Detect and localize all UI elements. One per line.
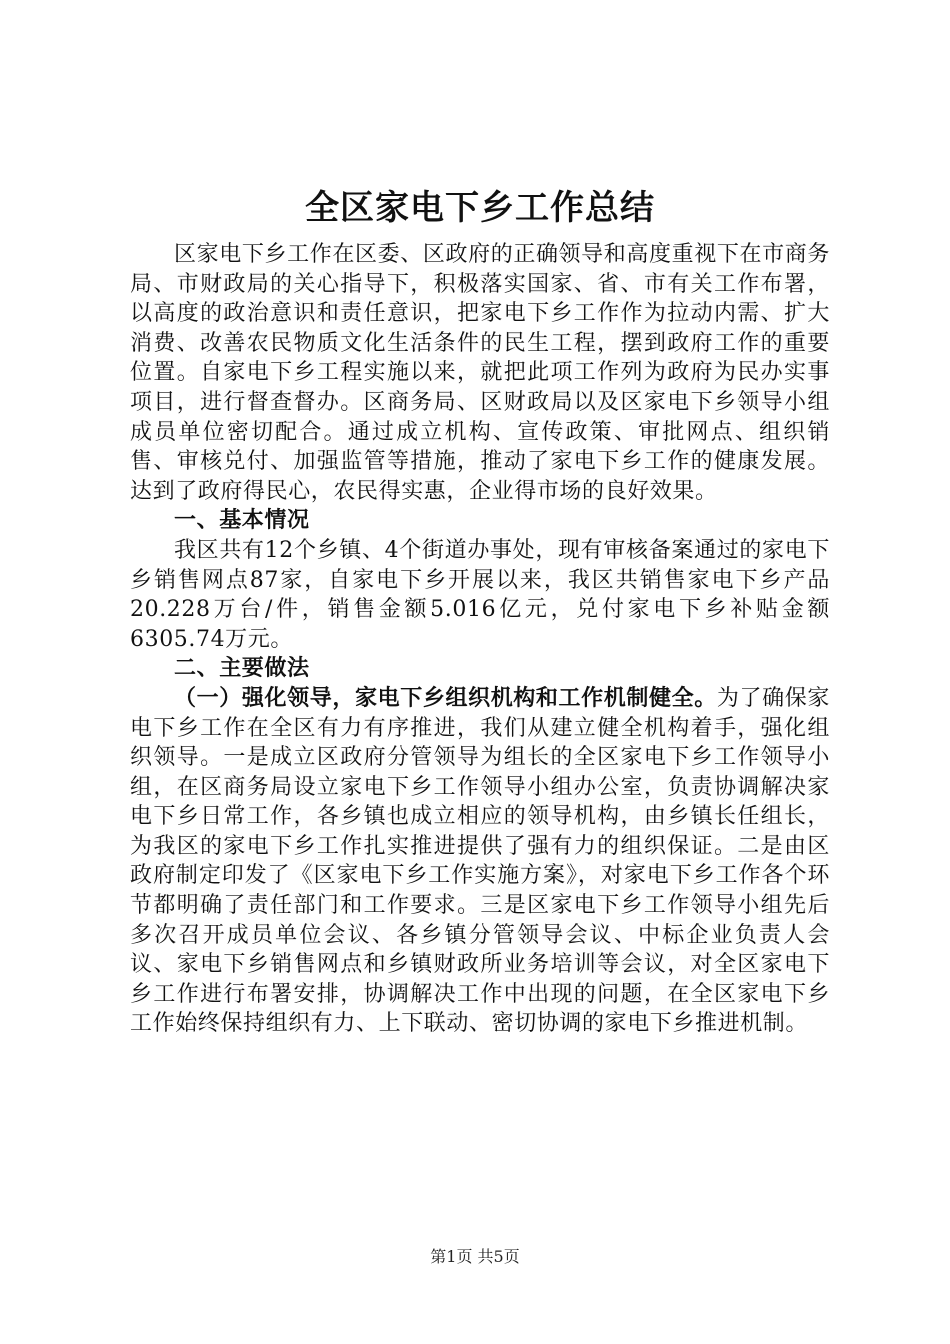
section2-sub1-paragraph	[130, 684, 830, 1039]
section2-sub1-heading: （一）强化领导，家电下乡组织机构和工作机制健全。	[174, 684, 717, 711]
intro-paragraph: 区家电下乡工作在区委、区政府的正确领导和高度重视下在市商务局、市财政局的关心指导下，积极落实国家、省、市有关工作布署，以高度的政治意识和责任意识，把家电下乡工作作为拉动内需、扩大消费、改善农民物质文化生活条件的民生工程，摆到政府工作的重要位置。自家电下乡工程实施以来，就把此项工作列为政府为民办实事项目，进行督查督办。区商务局、区财政局以及区家电下乡领导小组成员单位密切配合。通过成立机构、宣传政策、审批网点、组织销售、审核兑付、加强监管等措施，推动了家电下乡工作的健康发展。达到了政府得民心，农民得实惠，企业得市场的良好效果。	[130, 242, 830, 504]
section1-paragraph: 我区共有12个乡镇、4个街道办事处，现有审核备案通过的家电下乡销售网点87家，自家电下乡开展以来，我区共销售家电下乡产品20.228万台/件，销售金额5.016亿元，兑付家电下乡补贴金额6305.74万元。	[130, 537, 830, 652]
section2-sub1-text: 为了确保家电下乡工作在全区有力有序推进，我们从建立健全机构着手，强化组织领导。一是成立区政府分管领导为组长的全区家电下乡工作领导小组，在区商务局设立家电下乡工作领导小组办公室，负责协调解决家电下乡日常工作，各乡镇也成立相应的领导机构，由乡镇长任组长，为我区的家电下乡工作扎实推进提供了强有力的组织保证。二是由区政府制定印发了《区家电下乡工作实施方案》，对家电下乡工作各个环节都明确了责任部门和工作要求。三是区家电下乡工作领导小组先后多次召开成员单位会议、各乡镇分管领导会议、中标企业负责人会议、家电下乡销售网点和乡镇财政所业务培训等会议，对全区家电下乡工作进行布署安排，协调解决工作中出现的问题，在全区家电下乡工作始终保持组织有力、上下联动、密切协调的家电下乡推进机制。	[130, 685, 830, 1037]
document-page	[130, 186, 830, 1039]
page-footer: 第1页 共5页	[430, 1247, 520, 1266]
document-title: 全区家电下乡工作总结	[305, 188, 655, 228]
section2-heading: 二、主要做法	[174, 655, 310, 682]
section1-heading: 一、基本情况	[174, 507, 310, 534]
